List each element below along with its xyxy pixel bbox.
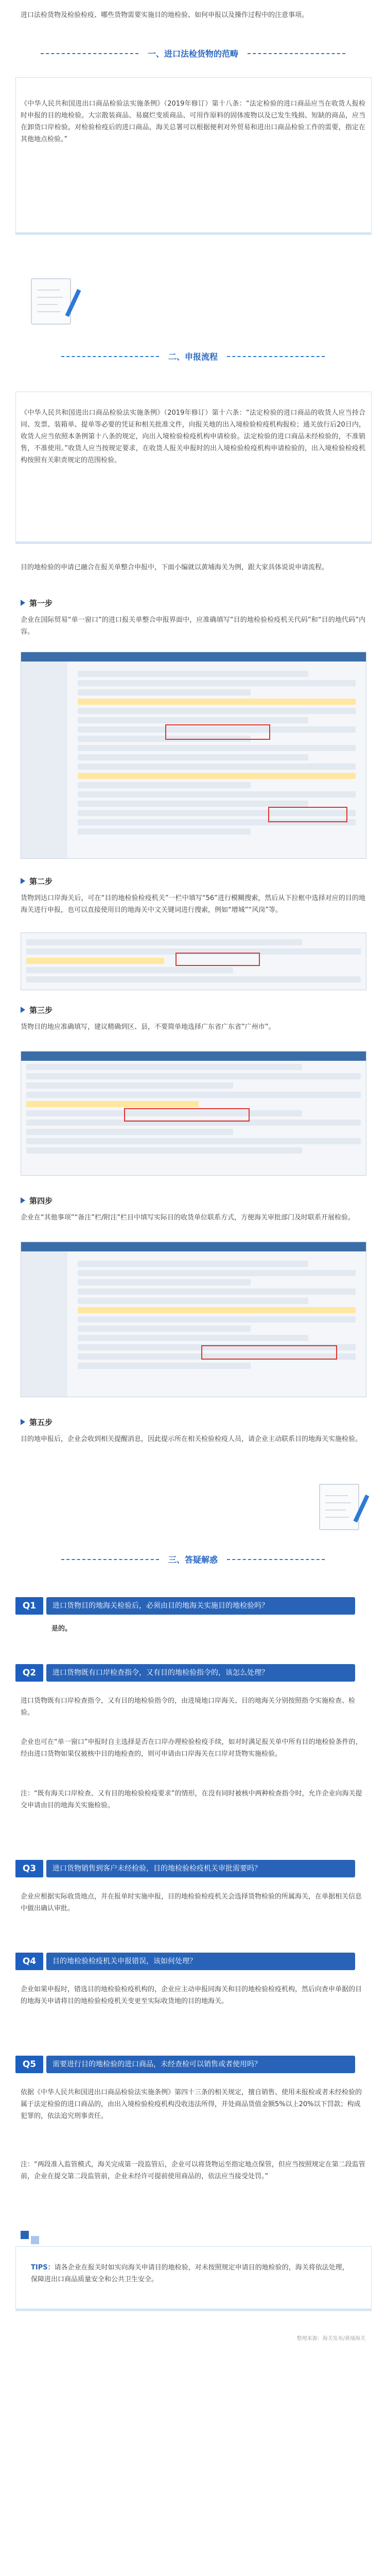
q4-question: 目的地检验检疫机关申报错误，该如何处理？ <box>46 1953 355 1970</box>
step-5-text: 目的地申报后，企业会收到相关提醒消息，因此提示所在相关检验检疫人员，请企业主动联系目的地海关实施检验。 <box>21 1435 362 1443</box>
step-2-text: 货物到达口岸海关后，可在“目的地检验检疫机关”一栏中填写“56”进行模糊搜索，然后从下拉框中选择对应的目的地海关进行申报，也可以直接使用目的地海关中文关键词进行搜索，例如“增城”“风岗”等。 <box>21 894 365 914</box>
section2-paragraph-1: 《中华人民共和国进出口商品检验法实施条例》（2019年修订）第十六条：“法定检验的进口商品的收货人应当持合同、发票、装箱单、提单等必要的凭证和相关批准文件，向报关地的出入境检验检疫机构报检；通关放行后20日内，收货人应当依照本条例第十八条的规定，向出入境检验检疫机构申请检验。法定检验的进口商品未经检验的，不准销售，不准使用。”收货人应当按规定要求，在收货人报关申报时的出入境检验检疫机构申请检验的，出入境检验检疫机构按照有关职责规定的范围检验。 <box>21 409 365 464</box>
q2-answer-1: 进口货物既有口岸检查指令，又有目的地检验指令的，由进境地口岸海关、目的地海关分别按照指令实施检查、检验。 <box>21 1697 356 1717</box>
tips-text <box>31 2262 355 2285</box>
section-header-3 <box>0 1553 386 1565</box>
q1-answer: 是的。 <box>51 1625 72 1633</box>
q3-badge: Q3 <box>15 1860 43 1877</box>
step-1-heading: 第一步 <box>21 598 52 608</box>
section-title-2: 二、申报流程 <box>168 352 218 362</box>
step-5-heading: 第五步 <box>21 1417 52 1428</box>
step-1-text: 企业在国际贸易“单一窗口”的进口报关单整合申报界面中，应准确填写“目的地检验检疫机关代码”和“目的地代码”内容。 <box>21 616 365 636</box>
triangle-icon <box>21 1007 25 1013</box>
triangle-icon <box>21 600 25 606</box>
step-4-heading: 第四步 <box>21 1195 52 1206</box>
decor-square <box>31 2236 39 2244</box>
q3-answer: 企业应根据实际收货地点，并在报单时实施申报，目的地检验检疫机关会选择货物检验的所属海关，在单据相关信息中做出确认审批。 <box>21 1893 362 1912</box>
screenshot-step-4 <box>21 1242 366 1397</box>
step-3-heading: 第三步 <box>21 1005 52 1015</box>
q4-answer: 企业如果申报时，错选目的地检验检疫机构的，企业应主动申报同海关和目的地检验检疫机构，然后向查申单据的目的地海关申请将目的地检验检疫机关变更至实际收货地的目的地海关。 <box>21 1986 362 2005</box>
q5-answer-1: 依据《中华人民共和国进出口商品检验法实施条例》第四十三条的相关规定，擅自销售、使用未报检或者未经检验的属于法定检验的进口商品的，由出入境检验检疫机构没收违法所得，并处商品货值金额5%以上20%以下罚款；构成犯罪的，依法追究刑事责任。 <box>21 2089 362 2120</box>
triangle-icon <box>21 878 25 884</box>
triangle-icon <box>21 1197 25 1204</box>
notebook-icon <box>319 1484 359 1530</box>
section-header-2 <box>0 350 386 362</box>
section2-paragraph-2: 目的地检验的申请已融合在报关单整合申报中，下面小编就以黄埔海关为例，跟大家具体说说申请流程。 <box>21 564 329 571</box>
screenshot-step-2 <box>21 933 366 990</box>
footer-source: 整理来源：海关发布/黄埔海关 <box>296 2336 365 2342</box>
section-title-3: 三、答疑解惑 <box>168 1555 218 1565</box>
step-4-text: 企业在“其他事项”“备注”栏/附注”栏目中填写实际目的收货单位联系方式，方便海关审批部门及时联系开展检验。 <box>21 1214 355 1222</box>
step-2-heading: 第二步 <box>21 876 52 887</box>
q5-question: 需要进行目的地检验的进口商品，未经查检可以销售或者使用吗？ <box>46 2056 355 2073</box>
section-header-1 <box>0 47 386 59</box>
notebook-icon <box>31 278 71 325</box>
q1-question: 进口货物目的地海关检验后，必须由目的地海关实施目的地检验吗？ <box>46 1597 355 1615</box>
screenshot-step-1 <box>21 652 366 859</box>
q5-answer-2: 注：“两段准入监管模式，海关完成第一段监管后，企业可以将货物运至指定地点保管，但应当按照规定在第二段监管前，企业在提交第二段监管前，企业未经许可提前使用商品的，依法应当接受处罚。” <box>21 2161 365 2180</box>
section1-paragraph: 《中华人民共和国进出口商品检验法实施条例》（2019年修订）第十八条：“法定检验的进口商品应当在收货人报检时申报的目的地检验。大宗散装商品、易腐烂变质商品、可用作原料的固体废物以及已发生残损、短缺的商品，应当在卸货口岸检验。对检验检疫后的进口商品，海关总署可以根据便利对外贸易和进出口商品检验工作的需要，指定在其他地点检验。” <box>21 100 365 143</box>
tips-label: TIPS： <box>31 2264 55 2272</box>
q2-badge: Q2 <box>15 1664 43 1682</box>
section-title-1: 一、进口法检货物的范畴 <box>147 49 238 59</box>
q2-answer-2: 企业也可在“单一窗口”申报时自主选择是否在口岸办理检验检疫手续，如对时满足报关单中所有目的地检验条件的，经由进口货物如果仅被核中目的地检查的，则可申请由口岸海关在口岸对货物实施检验。 <box>21 1738 362 1758</box>
q4-badge: Q4 <box>15 1953 43 1970</box>
screenshot-step-3 <box>21 1051 366 1176</box>
decor-square <box>21 2231 29 2239</box>
q1-badge: Q1 <box>15 1597 43 1615</box>
step-3-text: 货物目的地应准确填写，建议精确到区、县，不要简单地选择广东省广东省”广州市”。 <box>21 1023 275 1031</box>
tips-body: 请各企业在报关时如实向海关申请目的地检验，对未按照规定申请目的地检验的，海关将依法处理，保障进出口商品质量安全和公共卫生安全。 <box>31 2264 349 2283</box>
q3-question: 进口货物销售到客户未经检验，目的地检验检疫机关审批需要吗？ <box>46 1860 355 1877</box>
triangle-icon <box>21 1419 25 1425</box>
q2-question: 进口货物既有口岸检查指令，又有目的地检验指令的，该怎么处理？ <box>46 1664 355 1682</box>
intro-paragraph: 进口法检货物及检验检疫、哪些货物需要实施目的地检验、如何申报以及操作过程中的注意事项。 <box>21 11 309 19</box>
q5-badge: Q5 <box>15 2056 43 2073</box>
q2-answer-3: 注：“既有海关口岸检查、又有目的地检验检疫要求”的情形，在没有同时被核中两种检查指令时，允许企业向海关提交申请由目的地海关实施检验。 <box>21 1790 362 1809</box>
